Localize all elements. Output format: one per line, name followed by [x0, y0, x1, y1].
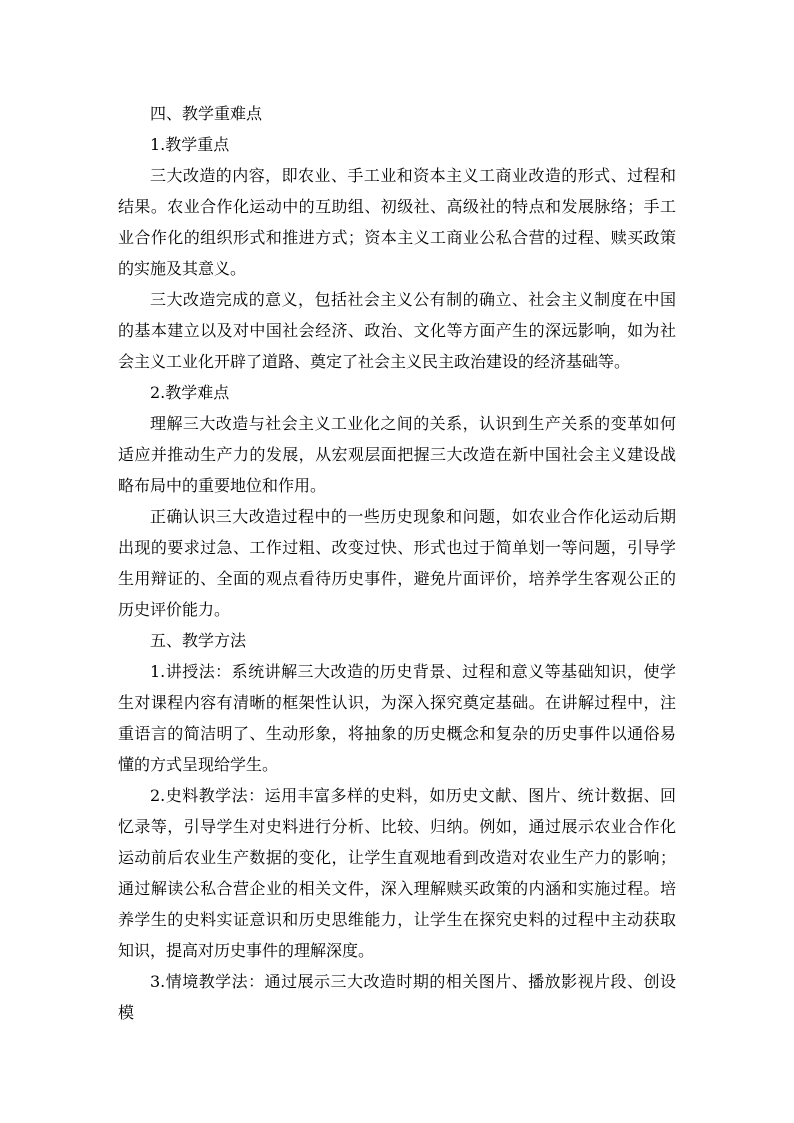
paragraph-method-lecture: 1.讲授法：系统讲解三大改造的历史背景、过程和意义等基础知识，使学生对课程内容有清晰的框架性认识，为深入探究奠定基础。在讲解过程中，注重语言的简洁明了、生动形象，将抽象的历史概念和复杂的历史事件以通俗易懂的方式呈现给学生。: [118, 662, 676, 774]
subheading-teaching-difficult-points: 2.教学难点: [150, 383, 230, 402]
paragraph-difficult-points-issues: 正确认识三大改造过程中的一些历史现象和问题，如农业合作化运动后期出现的要求过急、工作过粗、改变过快、形式也过于简单划一等问题，引导学生用辩证的、全面的观点看待历史事件，避免片面评价，培养学生客观公正的历史评价能力。: [118, 507, 676, 619]
paragraph-key-points-content: 三大改造的内容，即农业、手工业和资本主义工商业改造的形式、过程和结果。农业合作化运动中的互助组、初级社、高级社的特点和发展脉络；手工业合作化的组织形式和推进方式；资本主义工商业公私合营的过程、赎买政策的实施及其意义。: [118, 166, 676, 278]
paragraph-method-situational: 3.情境教学法：通过展示三大改造时期的相关图片、播放影视片段、创设模: [118, 972, 676, 1022]
paragraph-key-points-significance: 三大改造完成的意义，包括社会主义公有制的确立、社会主义制度在中国的基本建立以及对中国社会经济、政治、文化等方面产生的深远影响，如为社会主义工业化开辟了道路、奠定了社会主义民主政治建设的经济基础等。: [118, 290, 676, 371]
subheading-teaching-key-points: 1.教学重点: [150, 135, 230, 154]
section-heading-teaching-methods: 五、教学方法: [150, 631, 247, 650]
paragraph-method-historical-sources: 2.史料教学法：运用丰富多样的史料，如历史文献、图片、统计数据、回忆录等，引导学生对史料进行分析、比较、归纳。例如，通过展示农业合作化运动前后农业生产数据的变化，让学生直观地看到改造对农业生产力的影响；通过解读公私合营企业的相关文件，深入理解赎买政策的内涵和实施过程。培养学生的史料实证意识和历史思维能力，让学生在探究史料的过程中主动获取知识，提高对历史事件的理解深度。: [118, 786, 676, 960]
paragraph-difficult-points-relationship: 理解三大改造与社会主义工业化之间的关系，认识到生产关系的变革如何适应并推动生产力的发展，从宏观层面把握三大改造在新中国社会主义建设战略布局中的重要地位和作用。: [118, 414, 676, 495]
section-heading-teaching-key-difficult-points: 四、教学重难点: [150, 104, 263, 123]
document-body: [118, 98, 676, 1028]
